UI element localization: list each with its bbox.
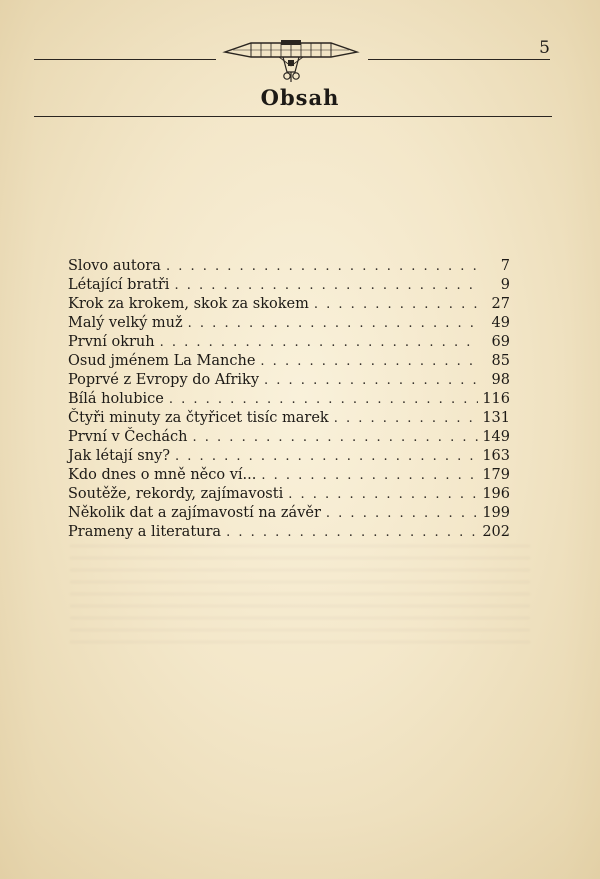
toc-entry-title: Létající bratři — [68, 277, 170, 293]
toc-dot-leader — [261, 466, 478, 485]
toc-entry[interactable] — [68, 314, 510, 333]
header-rule-left — [34, 59, 216, 60]
toc-entry-page: 163 — [482, 448, 510, 464]
toc-entry[interactable] — [68, 447, 510, 466]
toc-entry[interactable] — [68, 466, 510, 485]
toc-entry-page: 149 — [482, 429, 510, 445]
toc-entry-title: První v Čechách — [68, 429, 188, 445]
toc-dot-leader — [314, 295, 478, 314]
toc-dot-leader — [175, 447, 478, 466]
toc-entry-page: 202 — [482, 524, 510, 540]
airplane-icon — [221, 36, 361, 84]
toc-dot-leader — [160, 333, 478, 352]
toc-entry[interactable] — [68, 333, 510, 352]
title-underline — [34, 116, 552, 117]
toc-dot-leader — [169, 390, 478, 409]
toc-dot-leader — [188, 314, 478, 333]
toc-entry[interactable] — [68, 352, 510, 371]
toc-dot-leader — [174, 276, 478, 295]
toc-entry-page: 27 — [491, 296, 510, 312]
toc-entry[interactable] — [68, 485, 510, 504]
toc-entry[interactable] — [68, 523, 510, 542]
toc-dot-leader — [260, 352, 478, 371]
table-of-contents — [68, 257, 510, 542]
bleed-through-text — [70, 545, 530, 645]
toc-dot-leader — [193, 428, 478, 447]
toc-entry-title: Bílá holubice — [68, 391, 164, 407]
toc-entry-title: Slovo autora — [68, 258, 161, 274]
toc-dot-leader — [334, 409, 478, 428]
toc-entry-page: 131 — [482, 410, 510, 426]
toc-entry-title: Několik dat a zajímavostí na závěr — [68, 505, 321, 521]
toc-entry-title: První okruh — [68, 334, 155, 350]
toc-entry-title: Poprvé z Evropy do Afriky — [68, 372, 260, 388]
toc-entry-page: 69 — [491, 334, 510, 350]
toc-entry-title: Čtyři minuty za čtyřicet tisíc marek — [68, 410, 329, 426]
toc-entry-title: Soutěže, rekordy, zajímavosti — [68, 486, 284, 502]
toc-entry-page: 199 — [482, 505, 510, 521]
toc-entry-title: Osud jménem La Manche — [68, 353, 256, 369]
toc-entry[interactable] — [68, 276, 510, 295]
toc-entry-page: 179 — [482, 467, 510, 483]
page-number: 5 — [539, 38, 550, 58]
toc-dot-leader — [288, 485, 478, 504]
toc-dot-leader — [226, 523, 478, 542]
header-rule-right — [368, 59, 550, 60]
toc-entry-title: Prameny a literatura — [68, 524, 222, 540]
toc-entry-page: 98 — [491, 372, 510, 388]
toc-entry[interactable] — [68, 257, 510, 276]
toc-dot-leader — [166, 257, 478, 276]
toc-entry-page: 7 — [500, 258, 510, 274]
toc-entry[interactable] — [68, 371, 510, 390]
toc-entry[interactable] — [68, 295, 510, 314]
toc-entry-title: Krok za krokem, skok za skokem — [68, 296, 309, 312]
toc-entry-page: 9 — [500, 277, 510, 293]
toc-entry-page: 85 — [491, 353, 510, 369]
page-title: Obsah — [260, 85, 340, 110]
toc-entry-page: 49 — [491, 315, 510, 331]
toc-entry-title: Jak létají sny? — [68, 448, 171, 464]
toc-entry-page: 196 — [482, 486, 510, 502]
toc-entry[interactable] — [68, 390, 510, 409]
toc-dot-leader — [264, 371, 478, 390]
toc-entry[interactable] — [68, 428, 510, 447]
toc-entry[interactable] — [68, 409, 510, 428]
toc-entry[interactable] — [68, 504, 510, 523]
toc-entry-title: Malý velký muž — [68, 315, 183, 331]
toc-entry-title: Kdo dnes o mně něco ví... — [68, 467, 257, 483]
toc-entry-page: 116 — [482, 391, 510, 407]
toc-dot-leader — [326, 504, 478, 523]
